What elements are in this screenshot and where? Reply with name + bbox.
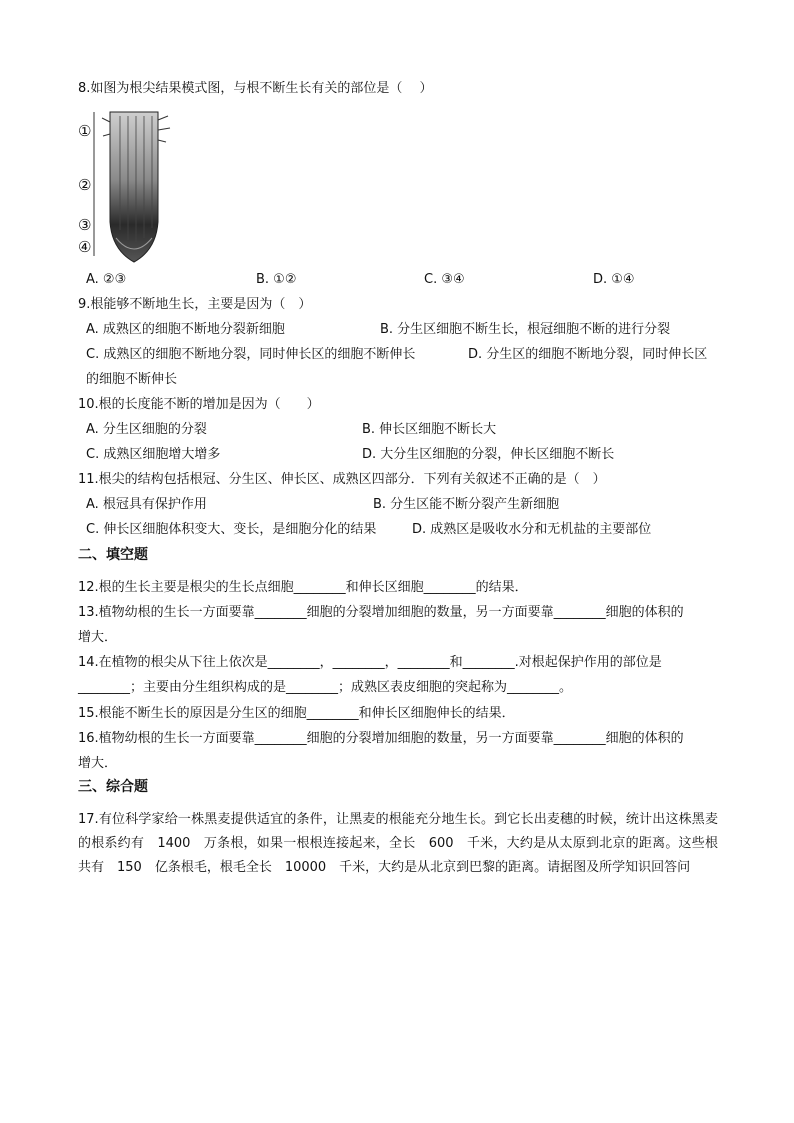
q10-option-b[interactable]: B. 伸长区细胞不断长大 bbox=[362, 422, 497, 437]
section-fill-in-title: 二、填空题 bbox=[78, 547, 148, 563]
q11-option-c[interactable]: C. 伸长区细胞体积变大、变长，是细胞分化的结果 bbox=[86, 522, 377, 537]
q9-option-d-wrap: 的细胞不断伸长 bbox=[86, 372, 178, 387]
q9-stem: 9.根能够不断地生长，主要是因为（ ） bbox=[78, 297, 312, 312]
q16-text-line2: 增大． bbox=[78, 756, 118, 771]
q9-option-b[interactable]: B. 分生区细胞不断生长，根冠细胞不断的进行分裂 bbox=[380, 322, 671, 337]
diagram-label-2: ② bbox=[78, 176, 92, 194]
q8-stem: 8.如图为根尖结果模式图，与根不断生长有关的部位是（ ） bbox=[78, 81, 433, 96]
q13-text-line2: 增大． bbox=[78, 630, 118, 645]
q10-option-c[interactable]: C. 成熟区细胞增大增多 bbox=[86, 447, 221, 462]
q10-option-d[interactable]: D. 大分生区细胞的分裂，伸长区细胞不断长 bbox=[362, 447, 615, 462]
q8-option-b[interactable]: B. ①② bbox=[256, 272, 297, 287]
q10-option-a[interactable]: A. 分生区细胞的分裂 bbox=[86, 422, 207, 437]
q8-option-d[interactable]: D. ①④ bbox=[593, 272, 635, 287]
q9-option-d[interactable]: D. 分生区的细胞不断地分裂，同时伸长区 bbox=[468, 347, 708, 362]
diagram-label-1: ① bbox=[78, 122, 92, 140]
q11-option-d[interactable]: D. 成熟区是吸收水分和无机盐的主要部位 bbox=[412, 522, 652, 537]
q9-option-c[interactable]: C. 成熟区的细胞不断地分裂，同时伸长区的细胞不断伸长 bbox=[86, 347, 416, 362]
q8-option-c[interactable]: C. ③④ bbox=[424, 272, 465, 287]
q11-stem: 11.根尖的结构包括根冠、分生区、伸长区、成熟区四部分．下列有关叙述不正确的是（ ） bbox=[78, 472, 606, 487]
q11-option-a[interactable]: A. 根冠具有保护作用 bbox=[86, 497, 207, 512]
q9-option-a[interactable]: A. 成熟区的细胞不断地分裂新细胞 bbox=[86, 322, 285, 337]
section-comprehensive-title: 三、综合题 bbox=[78, 779, 148, 795]
q12-text: 12.根的生长主要是根尖的生长点细胞________和伸长区细胞________的结果． bbox=[78, 580, 528, 595]
q13-text-line1: 13.植物幼根的生长一方面要靠________细胞的分裂增加细胞的数量，另一方面要靠________细胞的体积的 bbox=[78, 605, 684, 620]
q8-option-a[interactable]: A. ②③ bbox=[86, 272, 127, 287]
q16-text-line1: 16.植物幼根的生长一方面要靠________细胞的分裂增加细胞的数量，另一方面要靠________细胞的体积的 bbox=[78, 731, 684, 746]
diagram-label-3: ③ bbox=[78, 216, 92, 234]
q15-text: 15.根能不断生长的原因是分生区的细胞________和伸长区细胞伸长的结果． bbox=[78, 706, 515, 721]
q14-text-line2: ________；主要由分生组织构成的是________；成熟区表皮细胞的突起称为________。 bbox=[78, 680, 573, 695]
diagram-label-4: ④ bbox=[78, 238, 92, 256]
q17-text: 17.有位科学家给一株黑麦提供适宜的条件，让黑麦的根能充分地生长。到它长出麦穗的时候，统计出这株黑麦的根系约有 1400 万条根，如果一根根连接起来，全长 600 千米，大约是从太原到北京的距离。这些根共有 150 亿条根毛，根毛全长 10000 千米，大约是从北京到巴黎的距离。请据图及所学知识回答问 bbox=[78, 812, 718, 875]
q11-option-b[interactable]: B. 分生区能不断分裂产生新细胞 bbox=[373, 497, 560, 512]
root-tip-diagram bbox=[76, 110, 188, 268]
q14-text-line1: 14.在植物的根尖从下往上依次是________，________，________和________.对根起保护作用的部位是 bbox=[78, 655, 662, 670]
q10-stem: 10.根的长度能不断的增加是因为（ ） bbox=[78, 397, 320, 412]
